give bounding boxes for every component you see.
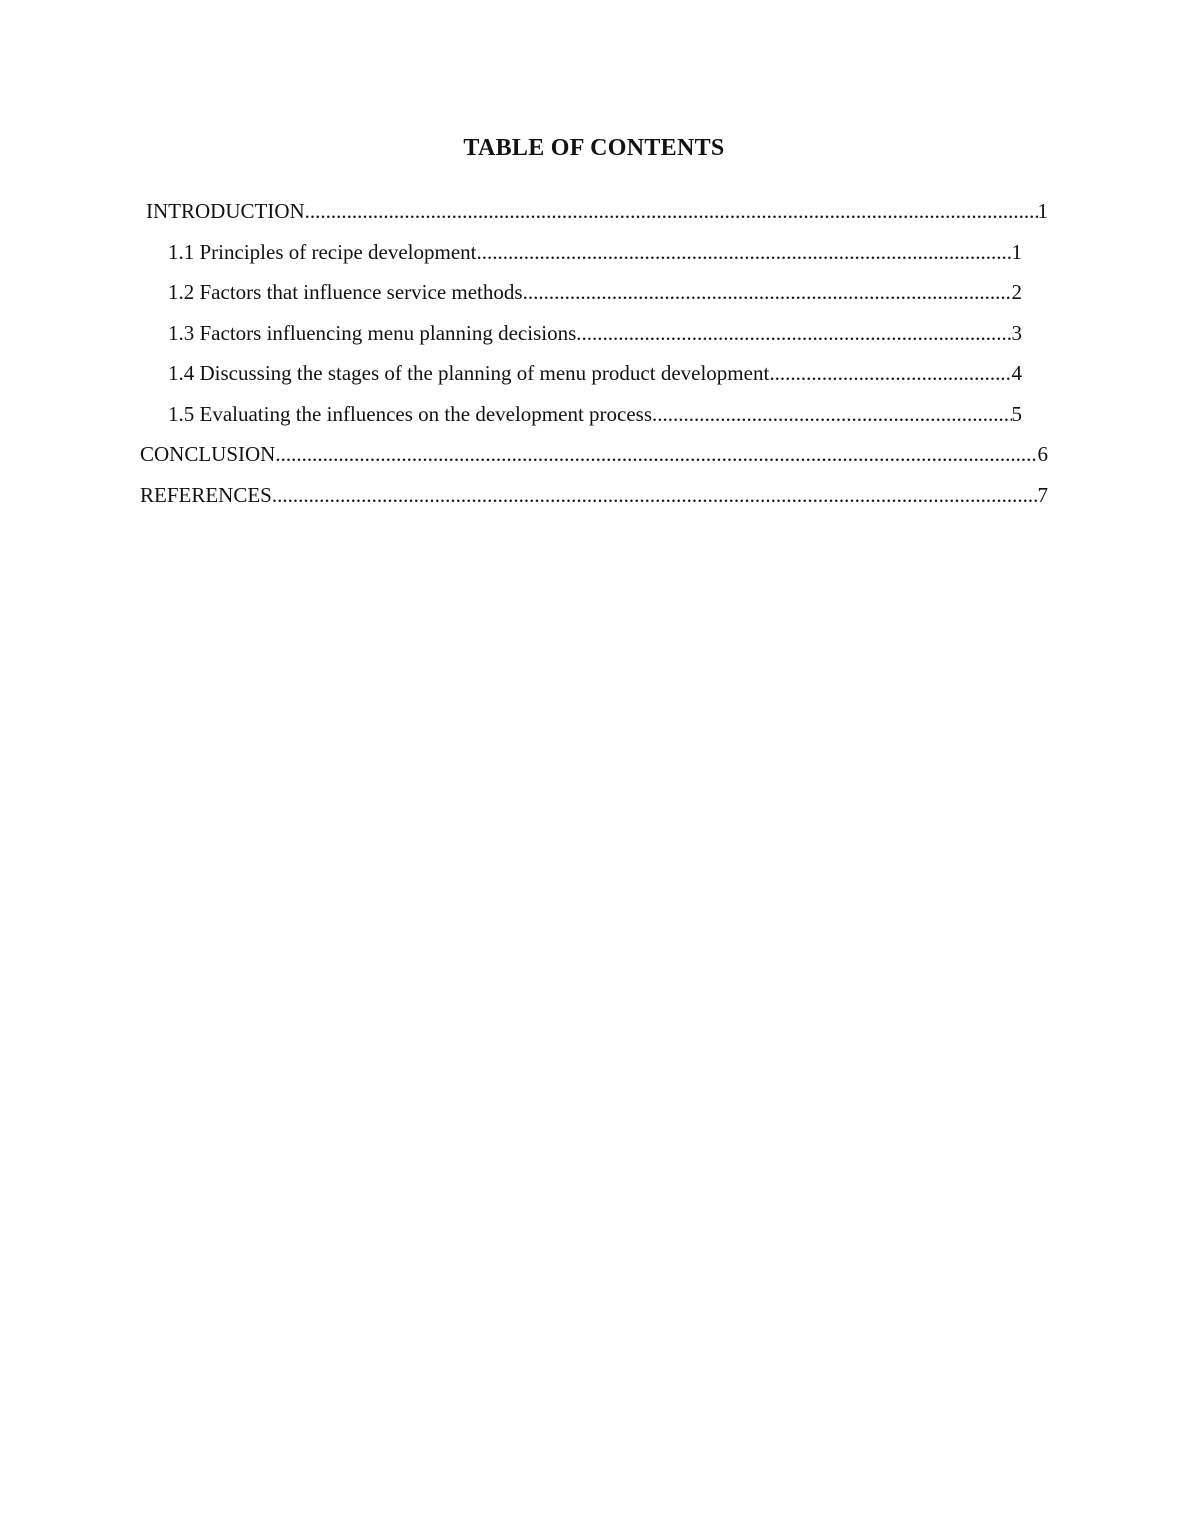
table-of-contents	[140, 191, 1048, 515]
toc-dot-leader	[275, 434, 1037, 475]
toc-dot-leader	[769, 353, 1011, 394]
toc-entry-introduction[interactable]	[146, 191, 1048, 232]
toc-entry-label: 1.3 Factors influencing menu planning decisions	[168, 320, 577, 345]
toc-entry-1-5[interactable]	[168, 394, 1022, 435]
toc-entry-1-1[interactable]	[168, 232, 1022, 273]
toc-entry-page: 1	[1011, 239, 1022, 264]
toc-entry-page: 1	[1037, 199, 1048, 223]
toc-entry-page: 6	[1037, 442, 1048, 466]
toc-entry-page: 4	[1011, 361, 1022, 385]
toc-entry-label: CONCLUSION	[140, 442, 276, 466]
toc-entry-label: 1.2 Factors that influence service methods	[168, 280, 523, 304]
toc-entry-references[interactable]	[140, 475, 1048, 516]
toc-entry-1-2[interactable]	[168, 272, 1022, 313]
toc-entry-conclusion[interactable]	[140, 434, 1048, 475]
toc-dot-leader	[576, 313, 1011, 354]
toc-dot-leader	[305, 191, 1038, 232]
toc-entry-page: 3	[1011, 320, 1022, 345]
toc-dot-leader	[477, 232, 1012, 273]
toc-dot-leader	[272, 475, 1038, 516]
toc-entry-page: 2	[1011, 280, 1022, 304]
toc-entry-1-3[interactable]	[168, 313, 1022, 354]
toc-entry-label: 1.4 Discussing the stages of the planning of menu product development	[168, 361, 770, 385]
toc-dot-leader	[652, 394, 1011, 435]
toc-entry-label: 1.5 Evaluating the influences on the development process	[168, 401, 653, 426]
toc-entry-1-4[interactable]	[168, 353, 1022, 394]
toc-dot-leader	[523, 272, 1012, 313]
page-title: TABLE OF CONTENTS	[463, 135, 725, 161]
toc-entry-page: 7	[1037, 482, 1048, 507]
toc-entry-label: INTRODUCTION	[146, 199, 305, 223]
toc-entry-label: 1.1 Principles of recipe development	[168, 239, 477, 264]
toc-entry-label: REFERENCES	[140, 482, 272, 507]
toc-entry-page: 5	[1011, 401, 1022, 426]
